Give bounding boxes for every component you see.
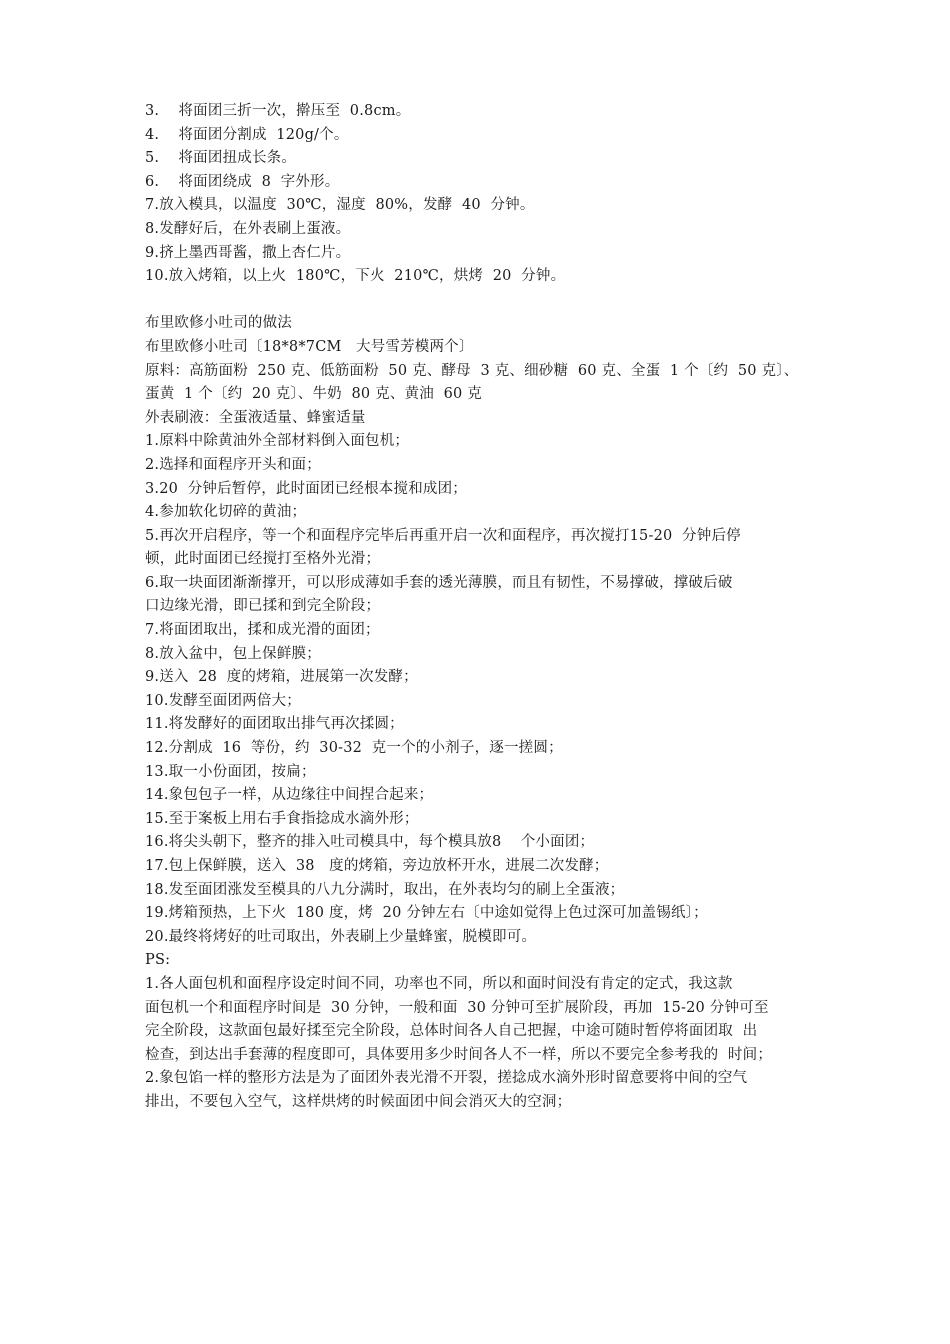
brioche-recipe-section: [145, 312, 825, 1114]
text-line: 4. 将面团分割成 120g/个。: [145, 126, 349, 143]
text-line: 5. 将面团扭成长条。: [145, 150, 297, 167]
steps-section-1: [145, 100, 825, 289]
text-line: 20.最终将烤好的吐司取出，外表刷上少量蜂蜜，脱模即可。: [145, 928, 537, 945]
text-line: 8.发酵好后，在外表刷上蛋液。: [145, 220, 351, 237]
paragraph-gap: [145, 289, 825, 313]
text-line: 17.包上保鲜膜，送入 38 度的烤箱，旁边放杯开水，进展二次发酵；: [145, 858, 609, 874]
text-line: 18.发至面团涨发至模具的八九分满时，取出，在外表均匀的刷上全蛋液；: [145, 881, 625, 898]
text-line: 面包机一个和面程序时间是 30 分钟，一般和面 30 分钟可至扩展阶段，再加 15-20 分钟可至: [145, 999, 769, 1016]
text-line: 12.分割成 16 等份，约 30-32 克一个的小剂子，逐一搓圆；: [145, 740, 563, 757]
text-line: 1.原料中除黄油外全部材料倒入面包机；: [145, 433, 410, 450]
text-line: 6. 将面团绕成 8 字外形。: [145, 173, 340, 190]
text-line: 7.将面团取出，揉和成光滑的面团；: [145, 622, 380, 639]
text-line: 9.送入 28 度的烤箱，进展第一次发酵；: [145, 669, 418, 686]
text-line: 16.将尖头朝下，整齐的排入吐司模具中，每个模具放8 个小面团；: [145, 834, 595, 851]
text-line: 蛋黄 1 个〔约 20 克〕、牛奶 80 克、黄油 60 克: [145, 386, 482, 403]
text-line: 口边缘光滑，即已揉和到完全阶段；: [145, 598, 381, 615]
text-line: 13.取一小份面团，按扁；: [145, 763, 316, 780]
text-line: 完全阶段，这款面包最好揉至完全阶段，总体时间各人自己把握，中途可随时暂停将面团取 出: [145, 1023, 758, 1040]
text-line: 2.象包馅一样的整形方法是为了面团外表光滑不开裂，搓捻成水滴外形时留意要将中间的空气: [145, 1070, 748, 1087]
text-line: 2.选择和面程序开头和面；: [145, 456, 321, 473]
text-line: 7.放入模具，以温度 30℃，湿度 80%，发酵 40 分钟。: [145, 197, 535, 214]
document-page: [145, 100, 825, 1115]
text-line: 4.参加软化切碎的黄油；: [145, 504, 307, 521]
text-line: 3.20 分钟后暂停，此时面团已经根本搅和成团；: [145, 480, 468, 497]
text-line: 外表刷液：全蛋液适量、蜂蜜适量: [145, 409, 366, 426]
text-line: 顿，此时面团已经搅打至格外光滑；: [145, 551, 381, 568]
text-line: 检查，到达出手套薄的程度即可，具体要用多少时间各人不一样，所以不要完全参考我的 时间；: [145, 1046, 773, 1063]
text-line: 排出，不要包入空气，这样烘烤的时候面团中间会消灭大的空洞；: [145, 1093, 572, 1110]
text-line: 14.象包包子一样，从边缘往中间捏合起来；: [145, 787, 434, 804]
text-line: 3. 将面团三折一次，擀压至 0.8cm。: [145, 103, 411, 119]
text-line: 15.至于案板上用右手食指捻成水滴外形；: [145, 810, 419, 827]
text-line: 1.各人面包机和面程序设定时间不同，功率也不同，所以和面时间没有肯定的定式，我这款: [145, 975, 733, 992]
ps-heading: PS:: [145, 952, 171, 969]
section-title: 布里欧修小吐司的做法: [145, 315, 292, 332]
text-line: 布里欧修小吐司〔18*8*7CM 大号雪芳模两个〕: [145, 338, 474, 355]
text-line: 19.烤箱预热，上下火 180 度，烤 20 分钟左右〔中途如觉得上色过深可加盖锡纸〕；: [145, 905, 708, 922]
text-line: 8.放入盆中，包上保鲜膜；: [145, 645, 321, 662]
text-line: 5.再次开启程序，等一个和面程序完毕后再重开启一次和面程序，再次搅打15-20 分钟后停: [145, 527, 741, 544]
text-line: 6.取一块面团渐渐撑开，可以形成薄如手套的透光薄膜，而且有韧性，不易撑破，撑破后破: [145, 574, 733, 591]
text-line: 9.挤上墨西哥酱，撒上杏仁片。: [145, 244, 351, 261]
text-line: 10.发酵至面团两倍大；: [145, 692, 301, 709]
text-line: 原料：高筋面粉 250 克、低筋面粉 50 克、酵母 3 克、细砂糖 60 克、全蛋 1 个〔约 50 克〕、: [145, 362, 799, 379]
text-line: 11.将发酵好的面团取出排气再次揉圆；: [145, 716, 404, 733]
text-line: 10.放入烤箱，以上火 180℃，下火 210℃，烘烤 20 分钟。: [145, 268, 566, 285]
